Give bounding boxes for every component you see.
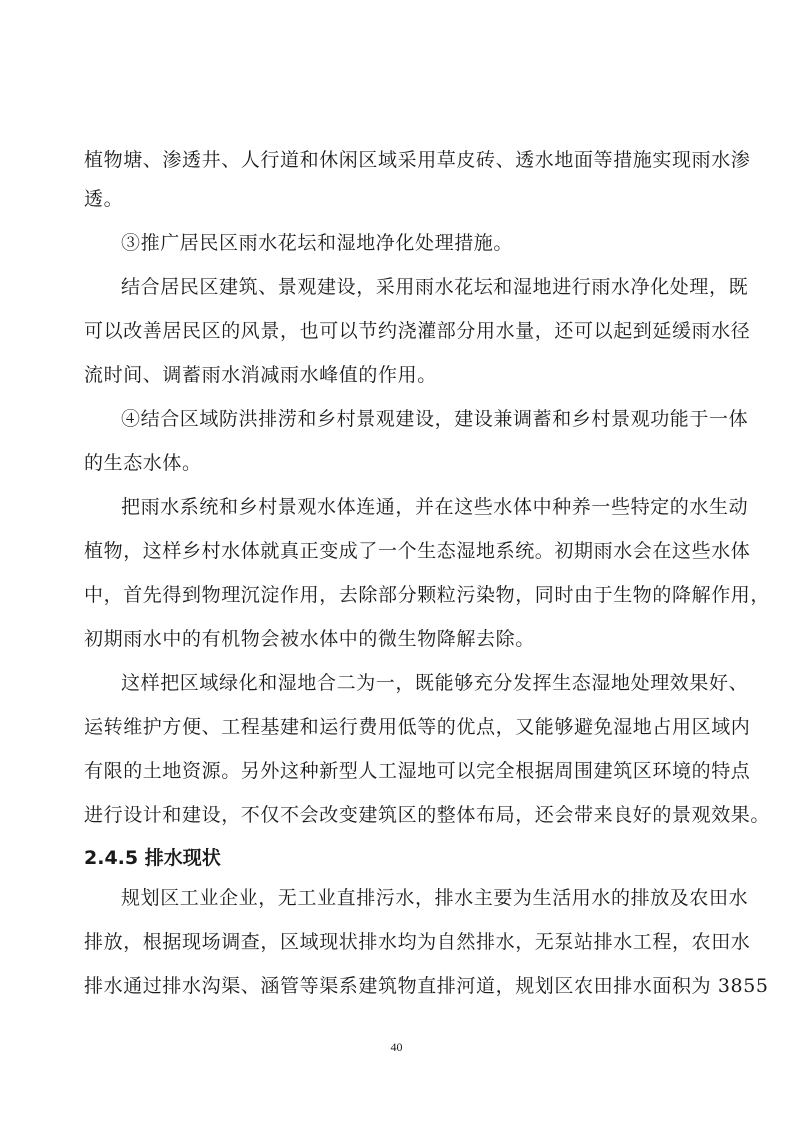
paragraph-line: 有限的土地资源。另外这种新型人工湿地可以完全根据周围建筑区环境的特点 (84, 760, 751, 782)
paragraph-line: 植物，这样乡村水体就真正变成了一个生态湿地系统。初期雨水会在这些水体 (84, 540, 751, 562)
paragraph-line: 把雨水系统和乡村景观水体连通，并在这些水体中种养一些特定的水生动 (121, 496, 749, 518)
page-number: 40 (390, 1040, 403, 1054)
paragraph-line: 植物塘、渗透井、人行道和休闲区域采用草皮砖、透水地面等措施实现雨水渗 (84, 149, 751, 171)
paragraph-line: 中，首先得到物理沉淀作用，去除部分颗粒污染物，同时由于生物的降解作用， (84, 584, 771, 606)
list-item-4: ④结合区域防洪排涝和乡村景观建设，建设兼调蓄和乡村景观功能于一体 (121, 408, 749, 430)
paragraph-line: 这样把区域绿化和湿地合二为一，既能够充分发挥生态湿地处理效果好、 (121, 672, 749, 694)
paragraph-line: 结合居民区建筑、景观建设，采用雨水花坛和湿地进行雨水净化处理，既 (121, 276, 749, 298)
paragraph-line: 的生态水体。 (84, 452, 202, 474)
paragraph-line: 规划区工业企业，无工业直排污水，排水主要为生活用水的排放及农田水 (121, 887, 749, 909)
paragraph-line: 流时间、调蓄雨水消减雨水峰值的作用。 (84, 364, 437, 386)
paragraph-line: 运转维护方便、工程基建和运行费用低等的优点，又能够避免湿地占用区域内 (84, 716, 751, 738)
section-heading: 2.4.5 排水现状 (84, 847, 221, 869)
paragraph-line: 排放，根据现场调查，区域现状排水均为自然排水，无泵站排水工程，农田水 (84, 931, 751, 953)
paragraph-line: 初期雨水中的有机物会被水体中的微生物降解去除。 (84, 628, 535, 650)
paragraph-line: 可以改善居民区的风景，也可以节约浇灌部分用水量，还可以起到延缓雨水径 (84, 320, 751, 342)
paragraph-line: 排水通过排水沟渠、涵管等渠系建筑物直排河道，规划区农田排水面积为 3855 (84, 975, 769, 997)
list-item-3: ③推广居民区雨水花坛和湿地净化处理措施。 (121, 232, 514, 254)
paragraph-line: 进行设计和建设，不仅不会改变建筑区的整体布局，还会带来良好的景观效果。 (84, 804, 771, 826)
paragraph-line: 透。 (84, 188, 124, 210)
